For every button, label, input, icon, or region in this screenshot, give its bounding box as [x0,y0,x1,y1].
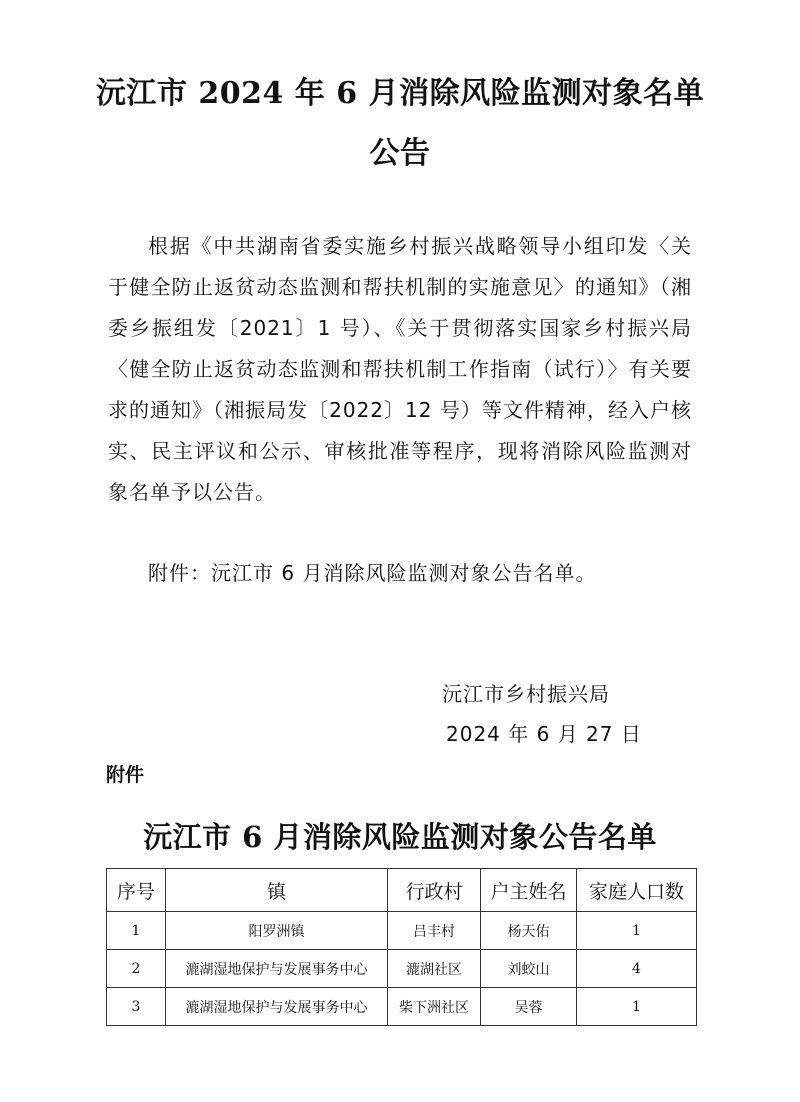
header-village: 行政村 [388,869,481,912]
signature-date: 2024 年 6 月 27 日 [446,722,642,746]
body-paragraph: 根据《中共湖南省委实施乡村振兴战略领导小组印发〈关于健全防止返贫动态监测和帮扶机制的实施意见〉的通知》（湘委乡振组发〔2021〕1 号）、《关于贯彻落实国家乡村振兴局〈健全防止返贫动态监测和帮扶机制工作指南（试行）〉有关要求的通知》（湘振局发〔2022〕12 号）等文件精神，经入户核实、民主评议和公示、审核批准等程序，现将消除风险监测对象名单予以公告。 [108,234,692,504]
table-row [107,912,697,950]
list-table [106,868,697,1026]
cell-family-size: 4 [577,950,697,988]
table-row [107,988,697,1026]
cell-town: 漉湖湿地保护与发展事务中心 [166,950,388,988]
cell-householder: 吴蓉 [481,988,577,1026]
header-family-size: 家庭人口数 [577,869,697,912]
cell-index: 2 [107,950,166,988]
table-header-row [107,869,697,912]
attachment-title: 沅江市 6 月消除风险监测对象公告名单 [143,820,657,854]
cell-town: 漉湖湿地保护与发展事务中心 [166,988,388,1026]
document-title: 沅江市 2024 年 6 月消除风险监测对象名单 [95,76,705,111]
cell-householder: 杨天佑 [481,912,577,950]
cell-index: 3 [107,988,166,1026]
document-title-line2: 公告 [369,136,431,171]
cell-village: 柴下洲社区 [388,988,481,1026]
cell-village: 吕丰村 [388,912,481,950]
signature-organization: 沅江市乡村振兴局 [442,682,610,706]
cell-family-size: 1 [577,912,697,950]
header-town: 镇 [166,869,388,912]
header-householder: 户主姓名 [481,869,577,912]
cell-index: 1 [107,912,166,950]
header-index: 序号 [107,869,166,912]
cell-town: 阳罗洲镇 [166,912,388,950]
attachment-label: 附件 [106,764,145,786]
table-row [107,950,697,988]
cell-family-size: 1 [577,988,697,1026]
cell-village: 漉湖社区 [388,950,481,988]
cell-householder: 刘蛟山 [481,950,577,988]
attachment-note: 附件：沅江市 6 月消除风险监测对象公告名单。 [148,561,597,585]
